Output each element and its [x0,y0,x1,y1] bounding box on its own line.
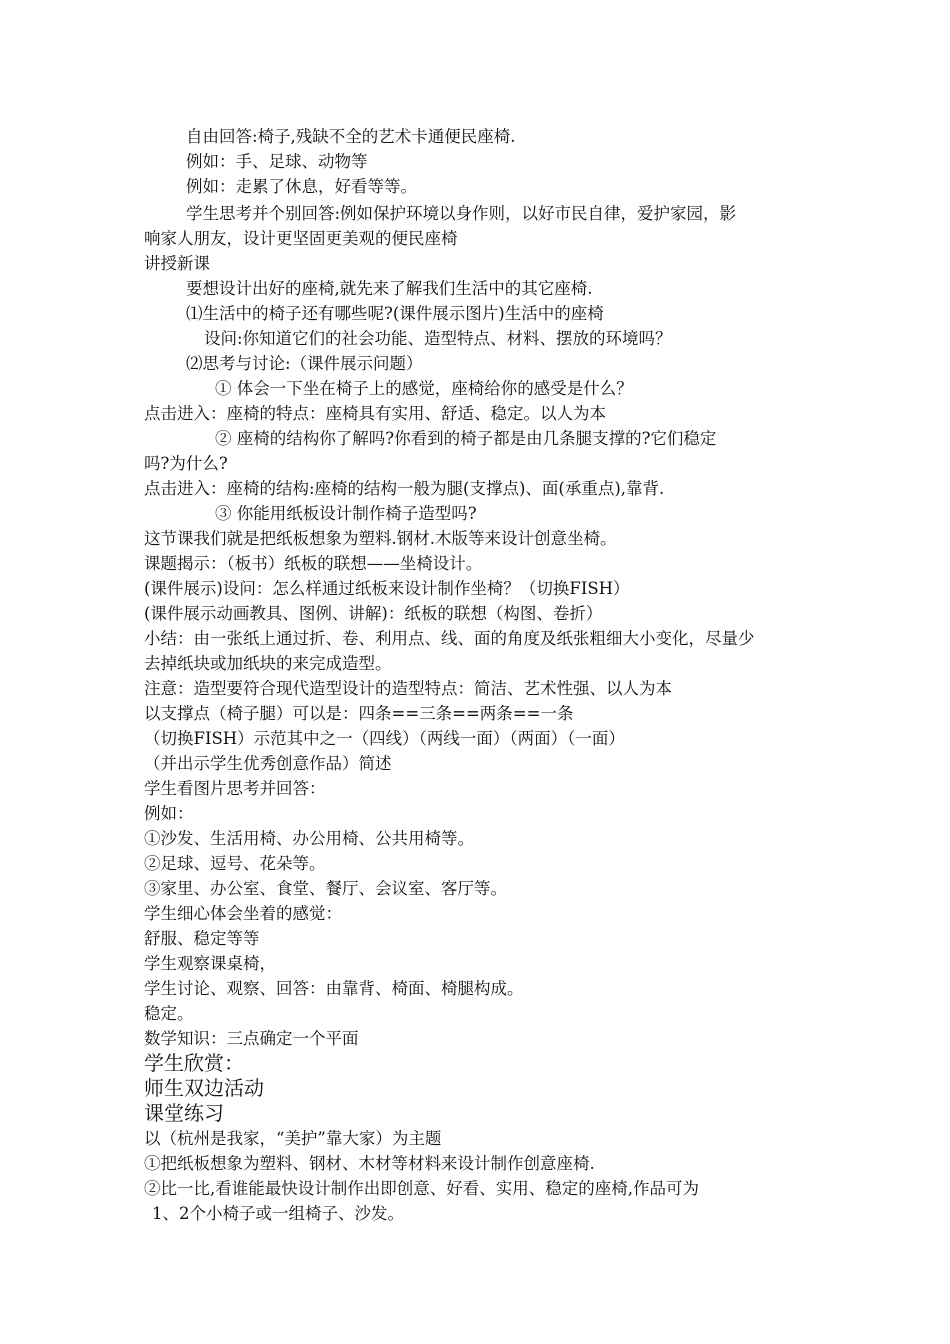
text-line: 点击进入：座椅的特点：座椅具有实用、舒适、稳定。以人为本 [144,404,606,423]
text-line: 小结：由一张纸上通过折、卷、利用点、线、面的角度及纸张粗细大小变化，尽量少 [144,629,755,648]
text-line: 设问:你知道它们的社会功能、造型特点、材料、摆放的环境吗？ [204,329,672,348]
text-line: 舒服、稳定等等 [144,929,260,948]
text-line: 去掉纸块或加纸块的来完成造型。 [144,654,392,673]
text-line: 例如：走累了休息，好看等等。 [186,177,417,196]
section-heading: 师生双边活动 [144,1076,264,1100]
text-line: 课题揭示：（板书）纸板的联想——坐椅设计。 [144,554,483,573]
text-line: 响家人朋友，设计更坚固更美观的便民座椅 [144,229,458,248]
text-line: ①沙发、生活用椅、办公用椅、公共用椅等。 [144,829,474,848]
text-line: ② 座椅的结构你了解吗?你看到的椅子都是由几条腿支撑的?它们稳定 [215,429,717,448]
section-heading: 学生欣赏： [144,1051,244,1075]
text-line: 以支撑点（椅子腿）可以是：四条==三条==两条==一条 [144,704,574,723]
text-line: 吗?为什么? [144,454,228,473]
text-line: 数学知识：三点确定一个平面 [144,1029,359,1048]
text-line: 自由回答:椅子,残缺不全的艺术卡通便民座椅. [186,127,516,146]
text-line: （并出示学生优秀创意作品）简述 [144,754,392,773]
text-line: 学生观察课桌椅， [144,954,276,973]
section-heading: 讲授新课 [144,254,210,273]
text-line: （切换FISH）示范其中之一（四线）（两线一面）（两面）（一面） [144,729,625,748]
text-line: ①把纸板想象为塑料、钢材、木材等材料来设计制作创意座椅. [144,1154,595,1173]
text-line: 点击进入：座椅的结构:座椅的结构一般为腿(支撑点)、面(承重点),靠背. [144,479,665,498]
text-line: 稳定。 [144,1004,194,1023]
text-line: ① 体会一下坐在椅子上的感觉，座椅给你的感受是什么？ [215,379,633,398]
text-line: 注意：造型要符合现代造型设计的造型特点：简洁、艺术性强、以人为本 [144,679,672,698]
text-line: 例如：手、足球、动物等 [186,152,368,171]
text-line: ⑴生活中的椅子还有哪些呢?(课件展示图片)生活中的座椅 [186,304,604,323]
text-line: ②足球、逗号、花朵等。 [144,854,326,873]
text-line: (课件展示)设问：怎么样通过纸板来设计制作坐椅？（切换FISH） [144,579,630,598]
text-line: 学生讨论、观察、回答：由靠背、椅面、椅腿构成。 [144,979,524,998]
text-line: (课件展示动画教具、图例、讲解)：纸板的联想（构图、卷折） [144,604,603,623]
text-line: 学生看图片思考并回答： [144,779,326,798]
text-line: ⑵思考与讨论:（课件展示问题） [186,354,423,373]
text-line: 学生细心体会坐着的感觉： [144,904,342,923]
text-line: 以（杭州是我家，“美护”靠大家）为主题 [144,1129,442,1148]
section-heading: 课堂练习 [144,1101,224,1125]
text-line: 1、2个小椅子或一组椅子、沙发。 [152,1204,404,1223]
text-line: 例如： [144,804,194,823]
text-line: ②比一比,看谁能最快设计制作出即创意、好看、实用、稳定的座椅,作品可为 [144,1179,699,1198]
text-line: 要想设计出好的座椅,就先来了解我们生活中的其它座椅. [186,279,593,298]
text-line: 学生思考并个别回答:例如保护环境以身作则，以好市民自律，爱护家园，影 [186,204,737,223]
text-line: ③ 你能用纸板设计制作椅子造型吗? [215,504,477,523]
text-line: ③家里、办公室、食堂、餐厅、会议室、客厅等。 [144,879,507,898]
text-line: 这节课我们就是把纸板想象为塑料.钢材.木版等来设计创意坐椅。 [144,529,617,548]
